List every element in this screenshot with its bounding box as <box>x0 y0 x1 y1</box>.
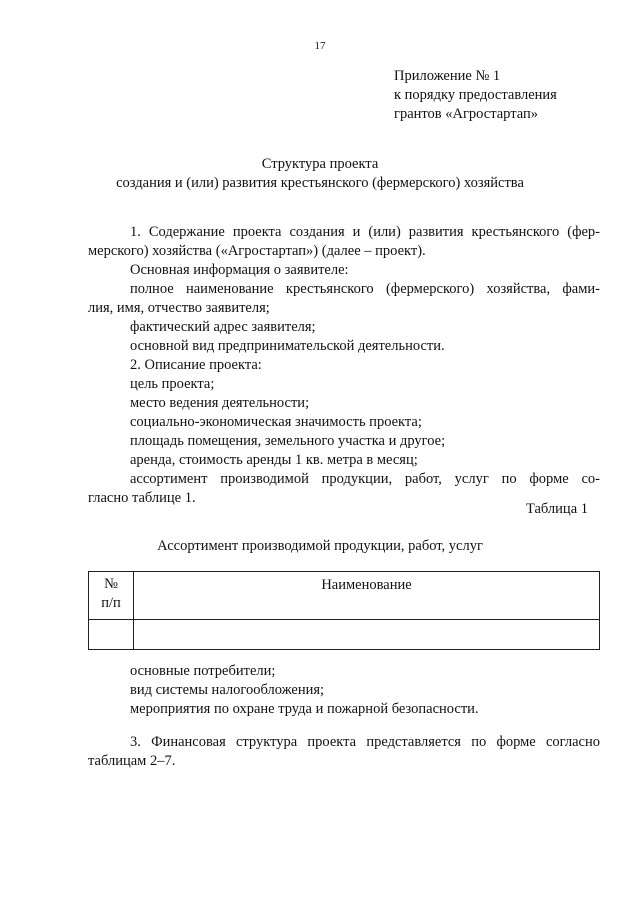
header-number-cell <box>89 572 134 620</box>
address-item: фактический адрес заявителя; <box>130 319 316 335</box>
header-name-cell <box>134 572 600 620</box>
header-number-symbol: № <box>104 576 118 592</box>
header-number-abbrev: п/п <box>101 595 121 611</box>
assortment-line-1: ассортимент производимой продукции, работ, услуг по форме со- <box>130 471 600 487</box>
section1-line-1: 1. Содержание проекта создания и (или) развития крестьянского (фер- <box>130 224 600 240</box>
section3 <box>88 733 600 771</box>
basic-info-heading: Основная информация о заявителе: <box>130 262 349 278</box>
assortment-line-2: гласно таблице 1. <box>88 490 196 506</box>
significance-item: социально-экономическая значимость проекта; <box>130 414 422 430</box>
place-item: место ведения деятельности; <box>130 395 310 411</box>
section2-heading: 2. Описание проекта: <box>130 357 262 373</box>
full-name-line-2: лия, имя, отчество заявителя; <box>88 300 270 316</box>
table-header-row <box>89 572 600 620</box>
section3-line-1: 3. Финансовая структура проекта представляется по форме согласно <box>130 734 600 750</box>
title-line-2: создания и (или) развития крестьянского (фермерского) хозяйства <box>116 175 524 191</box>
document-title <box>0 155 640 193</box>
appendix-line-1: Приложение № 1 <box>394 68 501 84</box>
table-1-label: Таблица 1 <box>525 501 588 517</box>
table-row <box>89 620 600 650</box>
section1-line-2: мерского) хозяйства («Агростартап») (далее – проект). <box>88 243 426 259</box>
full-name-line-1: полное наименование крестьянского (фермерского) хозяйства, фами- <box>130 281 600 297</box>
safety-item: мероприятия по охране труда и пожарной безопасности. <box>130 701 479 717</box>
empty-number-cell <box>89 620 134 650</box>
section3-line-2: таблицам 2–7. <box>88 753 176 769</box>
empty-name-cell <box>134 620 600 650</box>
tax-item: вид системы налогообложения; <box>130 682 325 698</box>
header-name-label: Наименование <box>321 577 412 593</box>
after-table-list <box>88 662 600 719</box>
appendix-line-2: к порядку предоставления <box>394 87 557 103</box>
consumers-item: основные потребители; <box>130 663 276 679</box>
title-line-1: Структура проекта <box>261 156 379 172</box>
main-body <box>88 223 600 508</box>
assortment-table <box>88 571 600 650</box>
table-1-title: Ассортимент производимой продукции, работ, услуг <box>157 538 483 554</box>
activity-item: основной вид предпринимательской деятельности. <box>130 338 445 354</box>
appendix-header <box>394 67 557 124</box>
rent-item: аренда, стоимость аренды 1 кв. метра в месяц; <box>130 452 418 468</box>
appendix-line-3: грантов «Агростартап» <box>394 106 539 122</box>
goal-item: цель проекта; <box>130 376 215 392</box>
area-item: площадь помещения, земельного участка и другое; <box>130 433 446 449</box>
page-number: 17 <box>314 40 326 52</box>
